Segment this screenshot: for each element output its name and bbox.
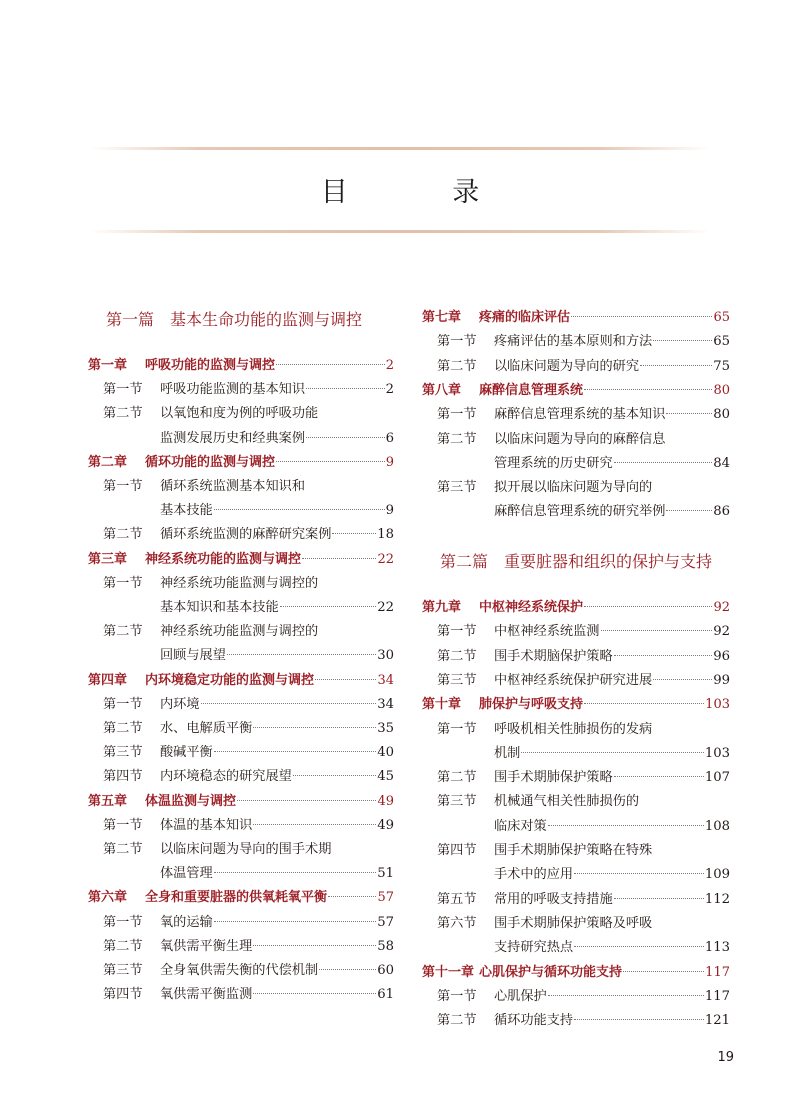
entry-title: 体温的基本知识 <box>160 817 253 833</box>
part-title: 基本生命功能的监测与调控 <box>170 310 363 329</box>
entry-title: 围手术期脑保护策略 <box>494 648 613 664</box>
dot-leader <box>614 776 704 777</box>
toc-section-entry[interactable] <box>88 815 394 837</box>
dot-leader <box>306 388 385 389</box>
page-number-ref: 113 <box>704 940 730 956</box>
toc-section-entry[interactable] <box>422 453 730 475</box>
toc-section-entry[interactable] <box>88 839 394 861</box>
entry-title: 管理系统的历史研究 <box>494 455 613 471</box>
entry-title: 支持研究热点 <box>494 940 574 956</box>
page-number-ref: 65 <box>713 310 730 325</box>
dot-leader <box>584 389 712 390</box>
page-number-ref: 86 <box>713 504 730 520</box>
page-number-ref: 108 <box>704 818 730 834</box>
toc-chapter-entry[interactable] <box>422 307 730 329</box>
section-label: 第四节 <box>103 769 143 785</box>
section-label: 第二节 <box>437 1013 477 1029</box>
entry-title: 氧供需平衡生理 <box>160 938 253 954</box>
chapter-label: 第四章 <box>88 672 128 688</box>
dot-leader <box>201 703 377 704</box>
entry-title: 神经系统功能监测与调控的 <box>160 624 319 640</box>
dot-leader <box>302 558 376 559</box>
section-label: 第一节 <box>437 407 477 423</box>
dot-leader <box>614 898 704 899</box>
page-number-ref: 9 <box>385 503 394 519</box>
page-number-ref: 75 <box>713 358 730 374</box>
section-label: 第二节 <box>103 406 143 422</box>
toc-section-entry[interactable] <box>88 500 394 522</box>
section-label: 第五节 <box>437 891 477 907</box>
chapter-label: 第五章 <box>88 793 128 809</box>
entry-title: 酸碱平衡 <box>160 745 213 761</box>
toc-section-entry[interactable] <box>422 791 730 813</box>
dot-leader <box>214 509 385 510</box>
page-number-ref: 35 <box>377 721 394 736</box>
toc-section-entry[interactable] <box>88 597 394 619</box>
part-heading-2 <box>422 550 730 574</box>
toc-section-entry[interactable] <box>88 863 394 885</box>
section-label: 第一节 <box>103 479 143 494</box>
toc-section-entry[interactable] <box>88 766 394 788</box>
toc-section-entry[interactable] <box>422 719 730 741</box>
dot-leader <box>574 1019 704 1020</box>
page-number-ref: 84 <box>713 455 730 471</box>
section-label: 第三节 <box>437 672 477 688</box>
page-number-ref: 34 <box>377 696 394 712</box>
page-number-ref: 96 <box>713 648 730 664</box>
section-label: 第一节 <box>103 575 143 591</box>
section-label: 第三节 <box>103 745 143 761</box>
entry-title: 以氧饱和度为例的呼吸功能 <box>160 406 319 422</box>
dot-leader <box>276 364 385 365</box>
dot-leader <box>276 461 385 462</box>
dot-leader <box>227 654 376 655</box>
chapter-label: 第三章 <box>88 551 128 567</box>
page-number-ref: 107 <box>704 770 730 786</box>
toc-section-entry[interactable] <box>88 912 394 934</box>
dot-leader <box>584 703 704 704</box>
dot-leader <box>574 946 704 947</box>
section-label: 第三节 <box>103 963 143 978</box>
dot-leader <box>280 606 377 607</box>
entry-title: 中枢神经系统监测 <box>494 624 600 640</box>
entry-title: 肺保护与呼吸支持 <box>479 697 584 713</box>
entry-title: 神经系统功能的监测与调控 <box>145 551 302 567</box>
chapter-label: 第二章 <box>88 454 128 470</box>
dot-leader <box>640 365 712 366</box>
entry-title: 呼吸功能监测的基本知识 <box>160 382 306 398</box>
entry-title: 水、电解质平衡 <box>160 721 253 736</box>
header-rule-bottom <box>90 230 710 233</box>
page-number-ref: 112 <box>704 891 730 907</box>
toc-section-entry[interactable] <box>88 645 394 667</box>
section-label: 第六节 <box>437 915 477 931</box>
toc-section-entry[interactable] <box>422 743 730 765</box>
entry-title: 中枢神经系统保护 <box>479 600 584 615</box>
entry-title: 呼吸机相关性肺损伤的发病 <box>494 721 653 737</box>
entry-title: 循环系统监测基本知识和 <box>160 479 306 494</box>
page-number: 19 <box>717 1050 734 1065</box>
entry-title: 临床对策 <box>494 818 547 834</box>
chapter-label: 第九章 <box>422 600 462 615</box>
toc-section-entry[interactable] <box>88 936 394 958</box>
section-label: 第二节 <box>437 358 477 374</box>
toc-section-entry[interactable] <box>88 984 394 1006</box>
page-number-ref: 9 <box>385 454 394 470</box>
page-number-ref: 57 <box>377 890 394 906</box>
entry-title: 麻醉信息管理系统 <box>479 382 584 398</box>
page-title: 目 录 <box>320 177 528 208</box>
entry-title: 疼痛的临床评估 <box>479 310 571 325</box>
section-label: 第一节 <box>103 696 143 712</box>
section-label: 第一节 <box>103 914 143 930</box>
toc-section-entry[interactable] <box>422 816 730 838</box>
section-label: 第四节 <box>103 987 143 1003</box>
page-number-ref: 103 <box>704 745 730 761</box>
toc-section-entry[interactable] <box>88 573 394 595</box>
entry-title: 围手术期肺保护策略及呼吸 <box>494 915 653 931</box>
toc-section-entry[interactable] <box>88 621 394 643</box>
page-number-ref: 117 <box>704 988 730 1004</box>
entry-title: 心肌保护与循环功能支持 <box>479 964 623 980</box>
page-number-ref: 6 <box>385 430 394 446</box>
chapter-label: 第七章 <box>422 310 462 325</box>
page-number-ref: 99 <box>713 672 730 688</box>
page-number-ref: 117 <box>705 964 730 980</box>
dot-leader <box>328 896 376 897</box>
entry-title: 回顾与展望 <box>160 648 226 664</box>
toc-section-entry[interactable] <box>422 864 730 886</box>
chapter-label: 第十章 <box>422 697 462 713</box>
toc-section-entry[interactable] <box>422 840 730 862</box>
dot-leader <box>293 775 376 776</box>
entry-title: 疼痛评估的基本原则和方法 <box>494 334 653 350</box>
header-rule-top <box>90 147 710 150</box>
toc-chapter-entry[interactable] <box>422 694 730 716</box>
dot-leader <box>306 437 385 438</box>
section-label: 第一节 <box>103 382 143 398</box>
dot-leader <box>666 413 712 414</box>
toc-chapter-entry[interactable] <box>422 597 730 619</box>
toc-section-entry[interactable] <box>88 379 394 401</box>
entry-title: 麻醉信息管理系统的基本知识 <box>494 407 666 423</box>
toc-section-entry[interactable] <box>422 331 730 353</box>
part-heading-1 <box>88 308 394 332</box>
chapter-label: 第八章 <box>422 382 462 398</box>
entry-title: 机制 <box>494 745 521 761</box>
toc-section-entry[interactable] <box>422 913 730 935</box>
chapter-label: 第十一章 <box>422 964 475 980</box>
page-number-ref: 80 <box>713 382 730 398</box>
toc-section-entry[interactable] <box>422 646 730 668</box>
page-number-ref: 92 <box>713 624 730 640</box>
entry-title: 麻醉信息管理系统的研究举例 <box>494 504 666 520</box>
entry-title: 神经系统功能监测与调控的 <box>160 575 319 591</box>
page-number-ref: 61 <box>377 987 394 1003</box>
part-label: 第二篇 <box>440 552 489 571</box>
dot-leader <box>521 752 703 753</box>
page-number-ref: 51 <box>377 866 394 882</box>
page-number-ref: 121 <box>704 1013 730 1029</box>
dot-leader <box>319 969 376 970</box>
toc-section-entry[interactable] <box>422 1010 730 1032</box>
page-number-ref: 49 <box>377 817 394 833</box>
toc-section-entry[interactable] <box>422 670 730 692</box>
dot-leader <box>214 872 376 873</box>
toc-section-entry[interactable] <box>88 718 394 740</box>
page-number-ref: 49 <box>377 793 394 809</box>
dot-leader <box>214 921 376 922</box>
page-number-ref: 18 <box>377 527 394 543</box>
page-number-ref: 2 <box>385 382 394 398</box>
entry-title: 机械通气相关性肺损伤的 <box>494 794 640 810</box>
toc-chapter-entry[interactable] <box>422 962 730 984</box>
part-label: 第一篇 <box>106 310 155 329</box>
toc-section-entry[interactable] <box>88 694 394 716</box>
section-label: 第二节 <box>437 770 477 786</box>
dot-leader <box>214 751 376 752</box>
dot-leader <box>548 825 704 826</box>
entry-title: 心肌保护 <box>494 988 547 1004</box>
dot-leader <box>574 873 704 874</box>
toc-section-entry[interactable] <box>88 742 394 764</box>
dot-leader <box>653 340 712 341</box>
toc-chapter-entry[interactable] <box>88 670 394 692</box>
dot-leader <box>253 727 376 728</box>
section-label: 第一节 <box>437 988 477 1004</box>
toc-section-entry[interactable] <box>88 476 394 498</box>
page-number-ref: 65 <box>713 334 730 350</box>
section-label: 第三节 <box>437 480 477 496</box>
dot-leader <box>548 995 704 996</box>
entry-title: 全身氧供需失衡的代偿机制 <box>160 963 319 978</box>
dot-leader <box>584 606 712 607</box>
entry-title: 氧供需平衡监测 <box>160 987 253 1003</box>
entry-title: 围手术期肺保护策略在特殊 <box>494 843 653 858</box>
page-number-ref: 80 <box>713 407 730 423</box>
toc-section-entry[interactable] <box>422 501 730 523</box>
section-label: 第一节 <box>103 817 143 833</box>
page-number-ref: 60 <box>377 963 394 978</box>
page-number-ref: 34 <box>377 672 394 688</box>
entry-title: 内环境 <box>160 696 200 712</box>
entry-title: 以临床问题为导向的麻醉信息 <box>494 431 666 447</box>
toc-chapter-entry[interactable] <box>88 791 394 813</box>
toc-section-entry[interactable] <box>88 524 394 546</box>
page-number-ref: 58 <box>377 938 394 954</box>
toc-section-entry[interactable] <box>88 428 394 450</box>
entry-title: 体温管理 <box>160 866 213 882</box>
page-number-ref: 92 <box>713 600 730 615</box>
entry-title: 体温监测与调控 <box>145 793 237 809</box>
entry-title: 手术中的应用 <box>494 867 574 883</box>
toc-section-entry[interactable] <box>422 356 730 378</box>
section-label: 第四节 <box>437 843 477 858</box>
page-number-ref: 45 <box>377 769 394 785</box>
dot-leader <box>653 679 712 680</box>
entry-title: 以临床问题为导向的围手术期 <box>160 842 332 857</box>
entry-title: 中枢神经系统保护研究进展 <box>494 672 653 688</box>
toc-section-entry[interactable] <box>88 960 394 982</box>
dot-leader <box>332 533 376 534</box>
toc-section-entry[interactable] <box>422 429 730 451</box>
page-number-ref: 40 <box>377 745 394 761</box>
dot-leader <box>666 510 712 511</box>
page-number-ref: 30 <box>377 648 394 664</box>
toc-section-entry[interactable] <box>88 403 394 425</box>
dot-leader <box>614 462 713 463</box>
section-label: 第二节 <box>437 431 477 447</box>
dot-leader <box>315 679 376 680</box>
entry-title: 循环功能支持 <box>494 1013 574 1029</box>
entry-title: 基本知识和基本技能 <box>160 600 279 615</box>
entry-title: 监测发展历史和经典案例 <box>160 430 306 446</box>
entry-title: 以临床问题为导向的研究 <box>494 358 640 374</box>
toc-section-entry[interactable] <box>422 937 730 959</box>
dot-leader <box>571 316 712 317</box>
toc-chapter-entry[interactable] <box>422 380 730 402</box>
toc-section-entry[interactable] <box>422 889 730 911</box>
entry-title: 常用的呼吸支持措施 <box>494 891 613 907</box>
entry-title: 全身和重要脏器的供氧耗氧平衡 <box>145 890 328 906</box>
toc-section-entry[interactable] <box>422 986 730 1008</box>
toc-section-entry[interactable] <box>422 477 730 499</box>
section-label: 第二节 <box>103 721 143 736</box>
part-title: 重要脏器和组织的保护与支持 <box>504 552 713 571</box>
toc-section-entry[interactable] <box>422 767 730 789</box>
section-label: 第二节 <box>103 624 143 640</box>
entry-title: 拟开展以临床问题为导向的 <box>494 480 653 496</box>
dot-leader <box>601 630 713 631</box>
section-label: 第二节 <box>103 938 143 954</box>
entry-title: 循环功能的监测与调控 <box>145 454 276 470</box>
dot-leader <box>614 655 713 656</box>
entry-title: 内环境稳态的研究展望 <box>160 769 292 785</box>
entry-title: 内环境稳定功能的监测与调控 <box>145 672 315 688</box>
page-number-ref: 109 <box>704 867 730 883</box>
toc-chapter-entry[interactable] <box>88 549 394 571</box>
toc-chapter-entry[interactable] <box>88 887 394 909</box>
section-label: 第一节 <box>437 624 477 640</box>
chapter-label: 第一章 <box>88 358 128 373</box>
page-number-ref: 22 <box>377 600 394 615</box>
page-number-ref: 2 <box>385 358 394 373</box>
page-number-ref: 57 <box>377 914 394 930</box>
entry-title: 循环系统监测的麻醉研究案例 <box>160 527 332 543</box>
toc-chapter-entry[interactable] <box>88 452 394 474</box>
dot-leader <box>237 800 376 801</box>
section-label: 第一节 <box>437 721 477 737</box>
entry-title: 围手术期肺保护策略 <box>494 770 613 786</box>
chapter-label: 第六章 <box>88 890 128 906</box>
page-number-ref: 22 <box>377 551 394 567</box>
entry-title: 氧的运输 <box>160 914 213 930</box>
page-number-ref: 103 <box>705 697 730 713</box>
entry-title: 基本技能 <box>160 503 213 519</box>
toc-section-entry[interactable] <box>422 404 730 426</box>
entry-title: 呼吸功能的监测与调控 <box>145 358 276 373</box>
section-label: 第三节 <box>437 794 477 810</box>
section-label: 第二节 <box>103 527 143 543</box>
section-label: 第二节 <box>103 842 143 857</box>
toc-section-entry[interactable] <box>422 621 730 643</box>
toc-chapter-entry[interactable] <box>88 355 394 377</box>
dot-leader <box>253 993 376 994</box>
section-label: 第二节 <box>437 648 477 664</box>
section-label: 第一节 <box>437 334 477 350</box>
dot-leader <box>253 824 376 825</box>
dot-leader <box>253 945 376 946</box>
dot-leader <box>623 971 704 972</box>
